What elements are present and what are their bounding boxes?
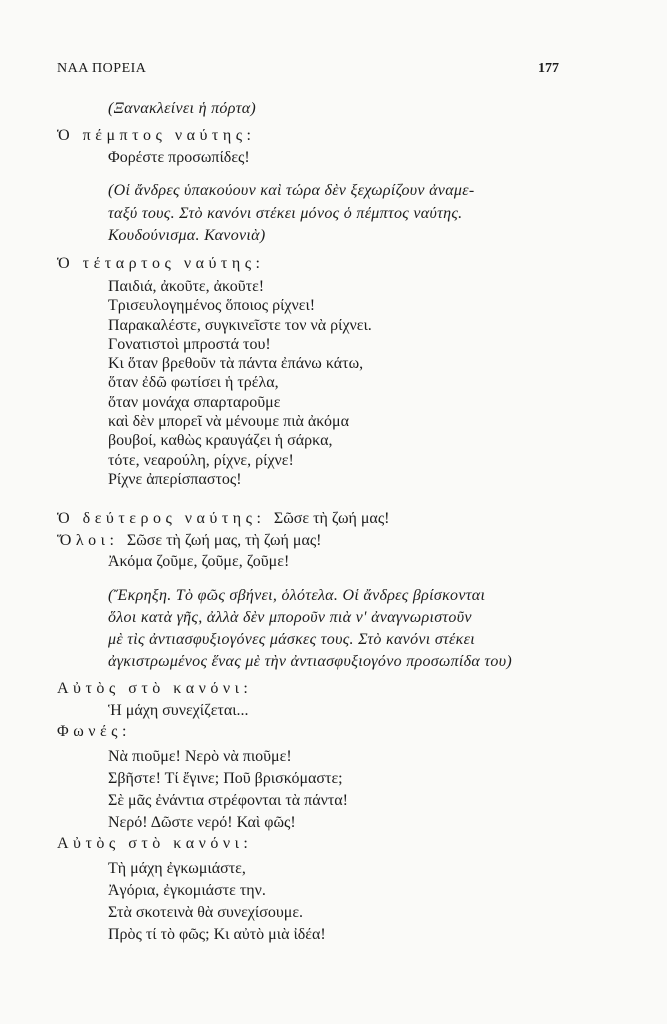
verse-line: Τὴ μάχη ἐγκωμιάστε, <box>108 860 246 877</box>
verse-line: Πρὸς τί τὸ φῶς; Κι αὐτὸ μιὰ ἰδέα! <box>108 926 326 943</box>
verse-line: Γονατιστοὶ μπροστά του! <box>108 335 271 353</box>
verse-line: Ἀγόρια, ἐγκομιάστε την. <box>108 882 266 899</box>
stage-line: μὲ τὶς ἀντιασφυξιογόνες μάσκες τους. Στὸ κανόνι στέκει <box>108 631 475 648</box>
verse-line: Τρισευλογημένος ὅποιος ρίχνει! <box>108 297 316 315</box>
verse-line: Ἀκόμα ζοῦμε, ζοῦμε, ζοῦμε! <box>108 553 290 570</box>
verse-block <box>108 746 348 834</box>
verse-line: Ρίχνε ἀπερίσπαστος! <box>108 470 242 488</box>
verse-line: Παρακαλέστε, συγκινεῖστε τον νὰ ρίχνει. <box>108 316 372 334</box>
running-title: ΝΑΑ ΠΟΡΕΙΑ <box>57 61 147 76</box>
verse-line: ὅταν ἐδῶ φωτίσει ἡ τρέλα, <box>108 374 279 392</box>
verse-text: Σῶσε τὴ ζωή μας, τὴ ζωή μας! <box>126 532 322 549</box>
verse-text: Σῶσε τὴ ζωή μας! <box>273 510 390 527</box>
verse-line: καὶ δὲν μπορεῖ νὰ μένουμε πιὰ ἀκόμα <box>108 413 349 431</box>
stage-line: (Ἔκρηξη. Τὸ φῶς σβήνει, ὁλότελα. Οἱ ἄνδρες βρίσκονται <box>108 587 486 604</box>
verse-line: ὅταν μονάχα σπαρταροῦμε <box>108 393 281 411</box>
speaker-line <box>57 510 389 528</box>
stage-line: Κουδούνισμα. Κανονιὰ) <box>108 227 266 244</box>
verse-block <box>108 858 326 946</box>
verse-line: τότε, νεαρούλη, ρίχνε, ρίχνε! <box>108 451 294 469</box>
stage-line: ὅλοι κατὰ γῆς, ἀλλὰ δὲν μποροῦν πιὰ ν' ἀναγνωριστοῦν <box>108 609 472 626</box>
verse-line: Κι ὅταν βρεθοῦν τὰ πάντα ἐπάνω κάτω, <box>108 355 364 373</box>
speaker-name: Αὐτὸς στὸ κανόνι: <box>57 680 253 697</box>
verse-line: Στὰ σκοτεινὰ θὰ συνεχίσουμε. <box>108 904 304 921</box>
stage-line: ταξύ τους. Στὸ κανόνι στέκει μόνος ὁ πέμπτος ναύτης. <box>108 204 463 222</box>
page-number: 177 <box>538 61 559 76</box>
verse-line: βουβοί, καθὼς κραυγάζει ἡ σάρκα, <box>108 432 333 450</box>
speaker-name: Ὁ δεύτερος ναύτης: <box>57 510 266 527</box>
verse-block <box>108 277 372 489</box>
verse-line: Ἡ μάχη συνεχίζεται... <box>108 702 249 719</box>
speaker-line <box>57 532 321 550</box>
verse-line: Φορέστε προσωπίδες! <box>108 149 250 166</box>
stage-line: ἀγκιστρωμένος ἕνας μὲ τὴν ἀντιασφυξιογόνο προσωπίδα του) <box>108 653 512 670</box>
verse-line: Νερό! Δῶστε νερό! Καὶ φῶς! <box>108 814 296 831</box>
stage-direction: (Ξανακλείνει ἡ πόρτα) <box>108 100 257 117</box>
stage-direction-block <box>108 585 512 673</box>
speaker-name: Φωνές: <box>57 723 131 740</box>
stage-line: (Οἱ ἄνδρες ὑπακούουν καὶ τώρα δὲν ξεχωρίζουν ἀναμε- <box>108 182 475 199</box>
speaker-name: Ὁ τέταρτος ναύτης: <box>57 255 265 272</box>
verse-line: Παιδιά, ἀκοῦτε, ἀκοῦτε! <box>108 278 265 295</box>
verse-line: Σβῆστε! Τί ἔγινε; Ποῦ βρισκόμαστε; <box>108 770 343 787</box>
stage-direction-block <box>108 180 474 248</box>
verse-line: Νὰ πιοῦμε! Νερὸ νὰ πιοῦμε! <box>108 748 292 765</box>
speaker-name: Ὁ πέμπτος ναύτης: <box>57 127 256 144</box>
verse-line: Σὲ μᾶς ἐνάντια στρέφονται τὰ πάντα! <box>108 792 349 809</box>
speaker-name: Ὅλοι: <box>57 532 119 549</box>
speaker-name: Αὐτὸς στὸ κανόνι: <box>57 835 253 852</box>
